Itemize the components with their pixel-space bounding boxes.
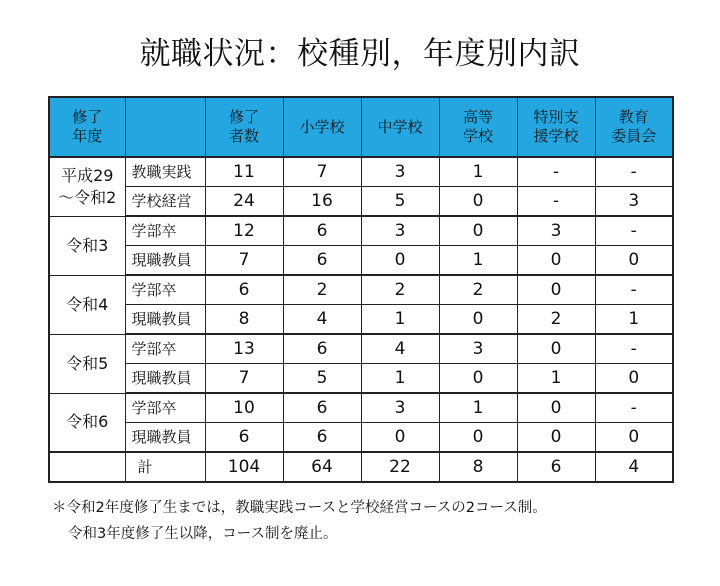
table-row bbox=[49, 157, 673, 187]
high-school-cell: 0 bbox=[439, 187, 517, 217]
education-board-cell: 0 bbox=[595, 364, 673, 394]
course-cell: 現職教員 bbox=[125, 423, 205, 453]
table-row bbox=[49, 216, 673, 246]
graduates-cell: 11 bbox=[205, 157, 283, 187]
header-row bbox=[49, 97, 673, 157]
year-cell: 令和3 bbox=[49, 216, 125, 275]
year-cell: 令和6 bbox=[49, 393, 125, 452]
header-education-board: 教育 委員会 bbox=[595, 97, 673, 157]
high-school-cell: 1 bbox=[439, 246, 517, 276]
table-row bbox=[49, 275, 673, 305]
graduates-cell: 6 bbox=[205, 423, 283, 453]
graduates-cell: 8 bbox=[205, 305, 283, 335]
header-high-school: 高等 学校 bbox=[439, 97, 517, 157]
course-cell: 学部卒 bbox=[125, 334, 205, 364]
junior-high-cell: 3 bbox=[361, 216, 439, 246]
total-high-school-cell: 8 bbox=[439, 452, 517, 482]
header-year: 修了 年度 bbox=[49, 97, 125, 157]
special-support-cell: 0 bbox=[517, 393, 595, 423]
header-junior-high: 中学校 bbox=[361, 97, 439, 157]
course-cell: 学部卒 bbox=[125, 275, 205, 305]
table-row bbox=[49, 305, 673, 335]
graduates-cell: 13 bbox=[205, 334, 283, 364]
employment-table bbox=[48, 96, 674, 483]
elementary-cell: 16 bbox=[283, 187, 361, 217]
total-education-board-cell: 4 bbox=[595, 452, 673, 482]
elementary-cell: 5 bbox=[283, 364, 361, 394]
table-row bbox=[49, 246, 673, 276]
graduates-cell: 10 bbox=[205, 393, 283, 423]
high-school-cell: 0 bbox=[439, 364, 517, 394]
graduates-cell: 7 bbox=[205, 246, 283, 276]
total-row bbox=[49, 452, 673, 482]
education-board-cell: - bbox=[595, 393, 673, 423]
header-course bbox=[125, 97, 205, 157]
education-board-cell: 0 bbox=[595, 423, 673, 453]
table-row bbox=[49, 364, 673, 394]
table-row bbox=[49, 334, 673, 364]
course-cell: 現職教員 bbox=[125, 305, 205, 335]
graduates-cell: 12 bbox=[205, 216, 283, 246]
elementary-cell: 6 bbox=[283, 216, 361, 246]
total-elementary-cell: 64 bbox=[283, 452, 361, 482]
header-elementary: 小学校 bbox=[283, 97, 361, 157]
header-special-support: 特別支 援学校 bbox=[517, 97, 595, 157]
year-cell: 平成29 ～令和2 bbox=[49, 157, 125, 216]
graduates-cell: 6 bbox=[205, 275, 283, 305]
course-cell: 現職教員 bbox=[125, 364, 205, 394]
footnote-line-1: ＊令和2年度修了生までは，教職実践コースと学校経営コースの2コース制。 bbox=[52, 500, 547, 516]
elementary-cell: 7 bbox=[283, 157, 361, 187]
total-junior-high-cell: 22 bbox=[361, 452, 439, 482]
education-board-cell: 1 bbox=[595, 305, 673, 335]
education-board-cell: - bbox=[595, 334, 673, 364]
course-cell: 現職教員 bbox=[125, 246, 205, 276]
elementary-cell: 6 bbox=[283, 246, 361, 276]
special-support-cell: 1 bbox=[517, 364, 595, 394]
special-support-cell: 0 bbox=[517, 246, 595, 276]
special-support-cell: 0 bbox=[517, 423, 595, 453]
elementary-cell: 2 bbox=[283, 275, 361, 305]
total-graduates-cell: 104 bbox=[205, 452, 283, 482]
table-row bbox=[49, 423, 673, 453]
special-support-cell: - bbox=[517, 157, 595, 187]
junior-high-cell: 0 bbox=[361, 246, 439, 276]
junior-high-cell: 5 bbox=[361, 187, 439, 217]
special-support-cell: 2 bbox=[517, 305, 595, 335]
high-school-cell: 3 bbox=[439, 334, 517, 364]
total-special-support-cell: 6 bbox=[517, 452, 595, 482]
junior-high-cell: 2 bbox=[361, 275, 439, 305]
junior-high-cell: 3 bbox=[361, 157, 439, 187]
high-school-cell: 1 bbox=[439, 393, 517, 423]
elementary-cell: 4 bbox=[283, 305, 361, 335]
table-row bbox=[49, 393, 673, 423]
education-board-cell: - bbox=[595, 157, 673, 187]
education-board-cell: - bbox=[595, 275, 673, 305]
special-support-cell: 0 bbox=[517, 334, 595, 364]
high-school-cell: 0 bbox=[439, 305, 517, 335]
junior-high-cell: 3 bbox=[361, 393, 439, 423]
total-year-cell bbox=[49, 452, 125, 482]
graduates-cell: 24 bbox=[205, 187, 283, 217]
course-cell: 学部卒 bbox=[125, 393, 205, 423]
education-board-cell: - bbox=[595, 216, 673, 246]
high-school-cell: 1 bbox=[439, 157, 517, 187]
junior-high-cell: 1 bbox=[361, 305, 439, 335]
course-cell: 学部卒 bbox=[125, 216, 205, 246]
special-support-cell: 0 bbox=[517, 275, 595, 305]
special-support-cell: 3 bbox=[517, 216, 595, 246]
page-title: 就職状況：校種別，年度別内訳 bbox=[139, 36, 581, 72]
high-school-cell: 0 bbox=[439, 423, 517, 453]
elementary-cell: 6 bbox=[283, 423, 361, 453]
total-label: 計 bbox=[125, 452, 205, 482]
table-row bbox=[49, 187, 673, 217]
elementary-cell: 6 bbox=[283, 334, 361, 364]
course-cell: 学校経営 bbox=[125, 187, 205, 217]
junior-high-cell: 4 bbox=[361, 334, 439, 364]
special-support-cell: - bbox=[517, 187, 595, 217]
high-school-cell: 0 bbox=[439, 216, 517, 246]
year-cell: 令和4 bbox=[49, 275, 125, 334]
elementary-cell: 6 bbox=[283, 393, 361, 423]
footnote-line-2: 令和3年度修了生以降，コース制を廃止。 bbox=[68, 526, 338, 542]
junior-high-cell: 1 bbox=[361, 364, 439, 394]
junior-high-cell: 0 bbox=[361, 423, 439, 453]
year-cell: 令和5 bbox=[49, 334, 125, 393]
header-graduates: 修了 者数 bbox=[205, 97, 283, 157]
education-board-cell: 3 bbox=[595, 187, 673, 217]
graduates-cell: 7 bbox=[205, 364, 283, 394]
education-board-cell: 0 bbox=[595, 246, 673, 276]
high-school-cell: 2 bbox=[439, 275, 517, 305]
course-cell: 教職実践 bbox=[125, 157, 205, 187]
